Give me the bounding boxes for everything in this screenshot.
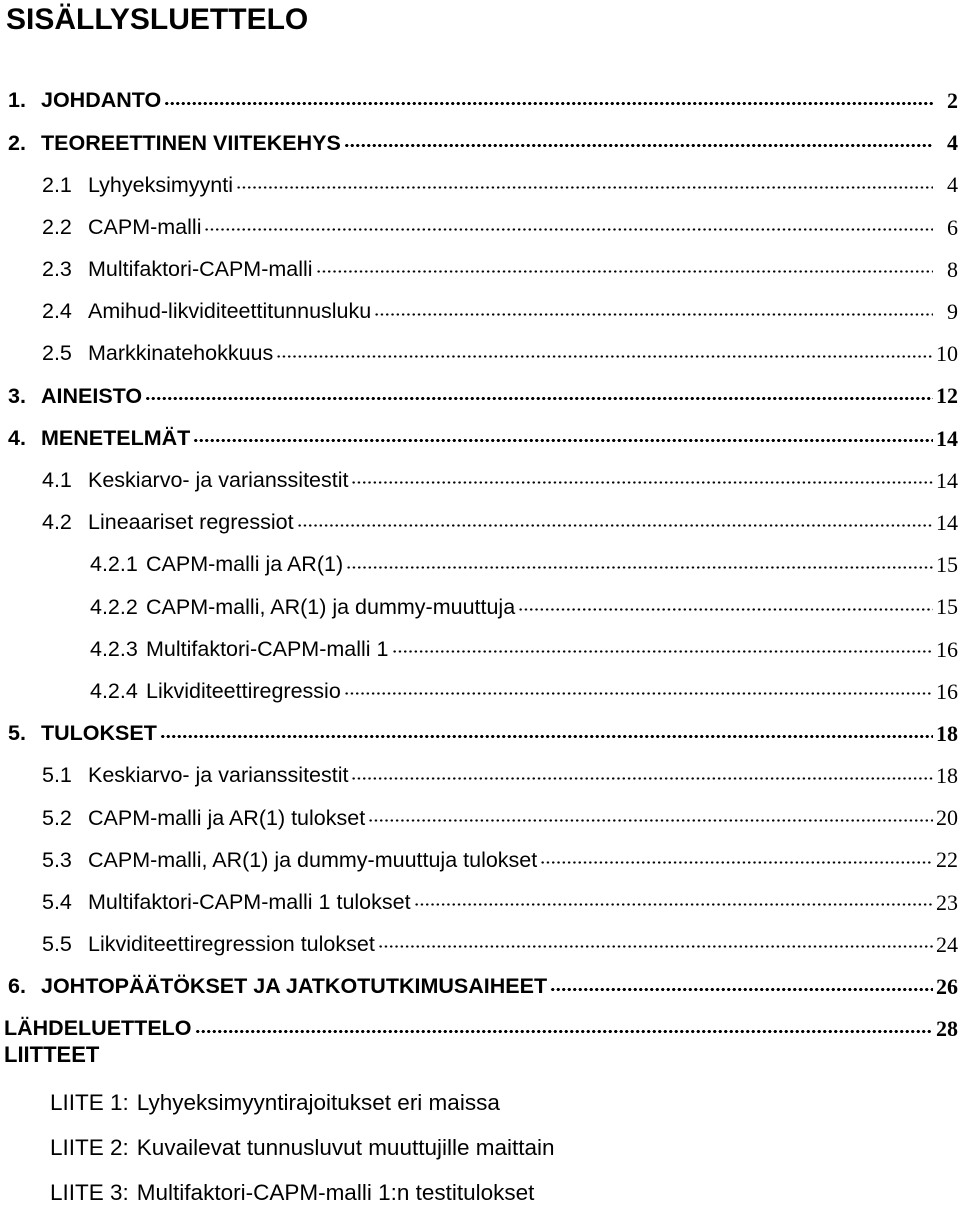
appendix-item	[50, 1080, 555, 1125]
toc-entry[interactable]	[0, 80, 960, 122]
dot-leader	[316, 267, 933, 277]
toc-entry[interactable]	[0, 924, 960, 966]
page-title: SISÄLLYSLUETTELO	[6, 3, 309, 36]
toc-entry[interactable]	[0, 333, 960, 375]
toc-entry[interactable]	[0, 671, 960, 713]
toc-entry-page: 4	[947, 130, 958, 156]
toc-entry-page: 23	[936, 889, 958, 915]
toc-entry-page: 10	[936, 341, 958, 367]
dot-leader	[374, 309, 933, 319]
toc-entry-number: 5.1	[42, 763, 72, 788]
toc-entry-number: 5.4	[42, 889, 72, 914]
appendix-item	[50, 1125, 555, 1170]
toc-entry[interactable]	[0, 375, 960, 417]
toc-entry[interactable]	[0, 249, 960, 291]
dot-leader	[145, 394, 933, 404]
dot-leader	[518, 604, 933, 614]
toc-entry[interactable]	[0, 713, 960, 755]
toc-entry-label	[42, 172, 233, 197]
toc-entry-title: CAPM-malli ja AR(1) tulokset	[88, 805, 366, 830]
toc-entry-title: Multifaktori-CAPM-malli 1 tulokset	[88, 889, 411, 914]
toc-entry[interactable]	[0, 460, 960, 502]
toc-entry-number: 6.	[8, 974, 26, 999]
toc-entry-label	[42, 214, 202, 239]
toc-entry-number: 4.2.2	[90, 594, 138, 619]
toc-entry-label	[42, 889, 411, 914]
toc-entry-label	[42, 259, 313, 281]
appendix-heading: LIITTEET	[4, 1042, 100, 1067]
toc-entry-page: 18	[936, 763, 958, 789]
toc-entry[interactable]	[0, 966, 960, 1008]
toc-entry[interactable]	[0, 122, 960, 164]
toc-entry-page: 2	[947, 88, 958, 114]
dot-leader	[368, 815, 933, 825]
toc-entry[interactable]	[0, 1008, 960, 1050]
toc-entry-label	[42, 847, 538, 872]
toc-entry[interactable]	[0, 755, 960, 797]
toc-entry-label	[90, 554, 343, 576]
toc-entry-title: TULOKSET	[41, 721, 157, 746]
toc-entry-label	[42, 512, 294, 534]
toc-entry-page: 9	[947, 299, 958, 325]
appendix-item-label: LIITE 1:	[50, 1089, 129, 1115]
toc-entry-number: 4.2.4	[90, 678, 138, 703]
toc-entry-label	[8, 130, 341, 155]
toc-entry-number: 2.	[8, 130, 26, 155]
toc-entry-page: 14	[936, 467, 958, 493]
toc-entry-title: CAPM-malli	[88, 214, 202, 239]
toc-entry[interactable]	[0, 291, 960, 333]
toc-entry[interactable]	[0, 628, 960, 670]
toc-entry-number: 2.3	[42, 257, 72, 282]
toc-entry-title: Lyhyeksimyynti	[88, 172, 233, 197]
dot-leader	[164, 98, 933, 108]
toc-entry-label	[8, 90, 161, 112]
toc-entry-page: 14	[936, 509, 958, 535]
toc-entry-title: JOHDANTO	[41, 88, 162, 113]
dot-leader	[346, 562, 933, 572]
toc-entry-label	[90, 594, 516, 619]
appendix-item-title: Lyhyeksimyyntirajoitukset eri maissa	[136, 1089, 500, 1115]
toc-entry-label	[8, 976, 547, 998]
dot-leader	[351, 478, 933, 488]
toc-entry-label	[42, 934, 375, 956]
toc-entry-number: 2.1	[42, 172, 72, 197]
toc-entry-page: 28	[936, 1016, 958, 1042]
toc-entry-title: CAPM-malli, AR(1) ja dummy-muuttuja	[146, 594, 516, 619]
dot-leader	[540, 858, 933, 868]
toc-entry-number: 5.2	[42, 805, 72, 830]
toc-entry-title: LÄHDELUETTELO	[4, 1016, 192, 1041]
appendix-item-title: Multifaktori-CAPM-malli 1:n testitulokset	[136, 1179, 535, 1205]
toc-entry-page: 22	[936, 847, 958, 873]
toc-entry-title: Keskiarvo- ja varianssitestit	[88, 468, 349, 493]
toc-entry-number: 4.	[8, 425, 26, 450]
toc-entry-label	[42, 301, 371, 323]
toc-entry[interactable]	[0, 502, 960, 544]
toc-entry-title: AINEISTO	[41, 383, 143, 408]
toc-entry-title: Lineaariset regressiot	[88, 510, 294, 535]
dot-leader	[392, 647, 933, 657]
toc-entry-label	[42, 343, 273, 365]
toc-entry-label	[90, 636, 389, 661]
toc-entry[interactable]	[0, 164, 960, 206]
toc-entry-page: 4	[947, 172, 958, 198]
toc-entry-title: TEOREETTINEN VIITEKEHYS	[41, 130, 341, 155]
appendix-item-label: LIITE 2:	[50, 1134, 129, 1160]
toc-entry-label	[42, 765, 348, 787]
toc-entry-page: 24	[936, 931, 958, 957]
toc-entry-page: 15	[936, 594, 958, 620]
toc-entry-title: MENETELMÄT	[41, 425, 191, 450]
dot-leader	[414, 900, 933, 910]
appendix-item	[50, 1170, 555, 1215]
toc-entry-label	[8, 383, 143, 408]
toc-entry[interactable]	[0, 797, 960, 839]
appendix-item-label: LIITE 3:	[50, 1179, 129, 1205]
toc-entry-title: JOHTOPÄÄTÖKSET JA JATKOTUTKIMUSAIHEET	[41, 974, 548, 999]
toc-entry-label	[8, 723, 157, 745]
appendix-item-title: Kuvailevat tunnusluvut muuttujille maittain	[136, 1134, 555, 1160]
toc-entry-title: Multifaktori-CAPM-malli 1	[146, 636, 389, 661]
toc-entry[interactable]	[0, 882, 960, 924]
toc-entry-title: Keskiarvo- ja varianssitestit	[88, 763, 349, 788]
toc-entry-number: 4.2	[42, 510, 72, 535]
dot-leader	[160, 731, 933, 741]
toc-entry-page: 26	[936, 974, 958, 1000]
toc-entry-page: 15	[936, 552, 958, 578]
toc-entry[interactable]	[0, 544, 960, 586]
toc-entry-title: Likviditeettiregression tulokset	[88, 932, 375, 957]
toc-entry-page: 16	[936, 678, 958, 704]
dot-leader	[204, 225, 933, 235]
toc-entry-page: 8	[947, 256, 958, 282]
toc-entry-number: 4.1	[42, 468, 72, 493]
toc-entry-number: 5.3	[42, 847, 72, 872]
toc-entry-page: 16	[936, 636, 958, 662]
toc-entry-number: 2.2	[42, 214, 72, 239]
toc-entry-label	[42, 470, 348, 492]
toc-entry[interactable]	[0, 418, 960, 460]
toc-entry-label	[42, 805, 366, 830]
toc-entry-title: Likviditeettiregressio	[146, 678, 341, 703]
toc-entry-label	[8, 425, 191, 450]
dot-leader	[297, 520, 933, 530]
toc-entry-title: CAPM-malli, AR(1) ja dummy-muuttuja tulokset	[88, 847, 538, 872]
toc-entry-label	[90, 678, 341, 703]
dot-leader	[550, 984, 933, 994]
dot-leader	[276, 351, 933, 361]
toc-entry[interactable]	[0, 839, 960, 881]
toc-entry-title: Amihud-likviditeettitunnusluku	[88, 299, 372, 324]
toc-entry-number: 4.2.3	[90, 636, 138, 661]
dot-leader	[193, 436, 933, 446]
toc-entry-number: 1.	[8, 88, 26, 113]
toc-entry-title: Markkinatehokkuus	[88, 341, 274, 366]
table-of-contents	[0, 80, 960, 1050]
toc-entry-number: 4.2.1	[90, 552, 138, 577]
toc-entry-page: 20	[936, 805, 958, 831]
toc-entry-page: 12	[936, 383, 958, 409]
appendix-list	[50, 1080, 555, 1215]
dot-leader	[236, 183, 933, 193]
toc-entry-number: 2.5	[42, 341, 72, 366]
dot-leader	[351, 773, 933, 783]
dot-leader	[344, 689, 933, 699]
toc-entry-number: 5.5	[42, 932, 72, 957]
dot-leader	[195, 1026, 933, 1036]
toc-entry-title: Multifaktori-CAPM-malli	[88, 257, 313, 282]
toc-entry[interactable]	[0, 586, 960, 628]
dot-leader	[378, 942, 933, 952]
toc-entry-number: 3.	[8, 383, 26, 408]
toc-entry-title: CAPM-malli ja AR(1)	[146, 552, 344, 577]
toc-entry-number: 5.	[8, 721, 26, 746]
toc-entry[interactable]	[0, 207, 960, 249]
toc-entry-page: 18	[936, 720, 958, 746]
toc-entry-number: 2.4	[42, 299, 72, 324]
dot-leader	[344, 140, 933, 150]
toc-entry-page: 14	[936, 425, 958, 451]
toc-entry-page: 6	[947, 214, 958, 240]
